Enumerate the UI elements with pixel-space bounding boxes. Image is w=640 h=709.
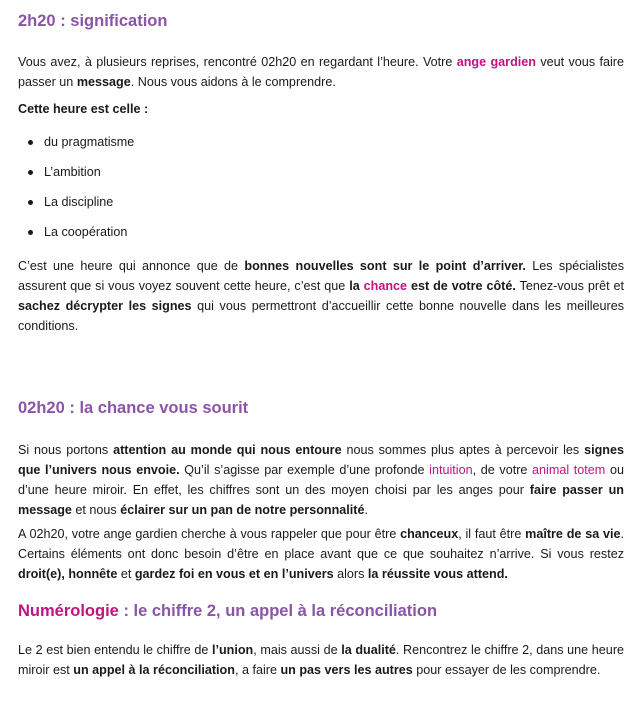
- text-run: . Nous vous aidons à le comprendre.: [130, 75, 336, 89]
- animal-totem-link[interactable]: animal totem: [532, 463, 606, 477]
- text-run: pour essayer de les comprendre.: [412, 663, 601, 677]
- bold-text: bonnes nouvelles sont sur le point d’arriver.: [244, 259, 526, 273]
- bold-text: faire passer un message: [18, 483, 624, 517]
- bold-text: un appel à la réconciliation: [73, 663, 235, 677]
- numerologie-label: Numérologie: [18, 602, 119, 620]
- list-label: Cette heure est celle :: [18, 102, 149, 116]
- list-item: La discipline: [20, 192, 134, 222]
- text-run: A 02h20, votre ange gardien cherche à vous rappeler que pour être: [18, 527, 401, 541]
- bold-text: maître de sa vie: [525, 527, 621, 541]
- text-run: nous sommes plus aptes à percevoir les: [341, 443, 585, 457]
- qualities-list: [20, 132, 134, 252]
- list-item: La coopération: [20, 222, 134, 252]
- bold-text: la réussite vous attend.: [367, 567, 508, 581]
- list-item: du pragmatisme: [20, 132, 134, 162]
- text-run: . Rencontrez le chiffre 2, dans une heure miroir est: [18, 643, 625, 677]
- section-title-signification: 2h20 : signification: [18, 12, 168, 30]
- bold-text: un pas vers les autres: [280, 663, 413, 677]
- text-run: Les spécialistes assurent que si vous voyez souvent cette heure, c’est que: [18, 259, 624, 293]
- bold-text: message: [76, 75, 131, 89]
- bold-text: signes que l’univers nous envoie.: [18, 443, 624, 477]
- text-run: .: [364, 503, 368, 517]
- bold-text: la: [349, 279, 364, 293]
- text-run: alors: [333, 567, 368, 581]
- text-run: Vous avez, à plusieurs reprises, rencontré 02h20 en regardant l’heure. Votre: [18, 55, 457, 69]
- text-run: , de votre: [472, 463, 533, 477]
- bold-text: chanceux: [400, 527, 459, 541]
- bold-text: gardez foi en vous et en l’univers: [134, 567, 334, 581]
- section-title-numerologie: [18, 602, 437, 621]
- bold-text: attention au monde qui nous entoure: [113, 443, 342, 457]
- bold-text: sachez décrypter les signes: [18, 299, 192, 313]
- text-run: , a faire: [234, 663, 281, 677]
- intuition-link[interactable]: intuition: [429, 463, 473, 477]
- numerology-paragraph: [18, 640, 624, 680]
- section-title-chance: 02h20 : la chance vous sourit: [18, 399, 249, 417]
- text-run: . Certains éléments ont donc besoin d’être en place avant que ce que souhaitez n’arrive. Si vous restez: [18, 527, 624, 561]
- text-run: Le 2 est bien entendu le chiffre de: [18, 643, 212, 657]
- text-run: Qu’il s’agisse par exemple d’une profonde: [179, 463, 430, 477]
- title-text: : le chiffre 2, un appel à la réconciliation: [118, 602, 438, 620]
- ange-gardien-highlight: ange gardien: [456, 55, 536, 69]
- text-run: Si nous portons: [18, 443, 114, 457]
- text-run: Tenez-vous prêt et: [515, 279, 624, 293]
- text-run: et: [117, 567, 135, 581]
- bold-text: éclairer sur un pan de notre personnalité: [120, 503, 365, 517]
- intro-paragraph: [18, 52, 624, 92]
- news-paragraph: [18, 256, 624, 336]
- guardian-paragraph: [18, 524, 624, 584]
- chance-highlight: chance: [363, 279, 408, 293]
- bold-text: la dualité: [341, 643, 396, 657]
- text-run: ou d’une heure miroir. En effet, les chiffres sont un des moyen choisi par les anges pour: [18, 463, 624, 497]
- text-run: , il faut être: [458, 527, 526, 541]
- bold-text: droit(e), honnête: [18, 567, 118, 581]
- signs-paragraph: [18, 440, 624, 520]
- text-run: C’est une heure qui annonce que de: [18, 259, 245, 273]
- text-run: , mais aussi de: [253, 643, 342, 657]
- text-run: qui vous permettront d’accueillir cette bonne nouvelle dans les meilleures conditions.: [18, 299, 625, 333]
- list-item: L’ambition: [20, 162, 134, 192]
- bold-text: l’union: [211, 643, 254, 657]
- bold-text: est de votre côté.: [407, 279, 516, 293]
- text-run: veut vous faire passer un: [18, 55, 624, 89]
- text-run: et nous: [71, 503, 121, 517]
